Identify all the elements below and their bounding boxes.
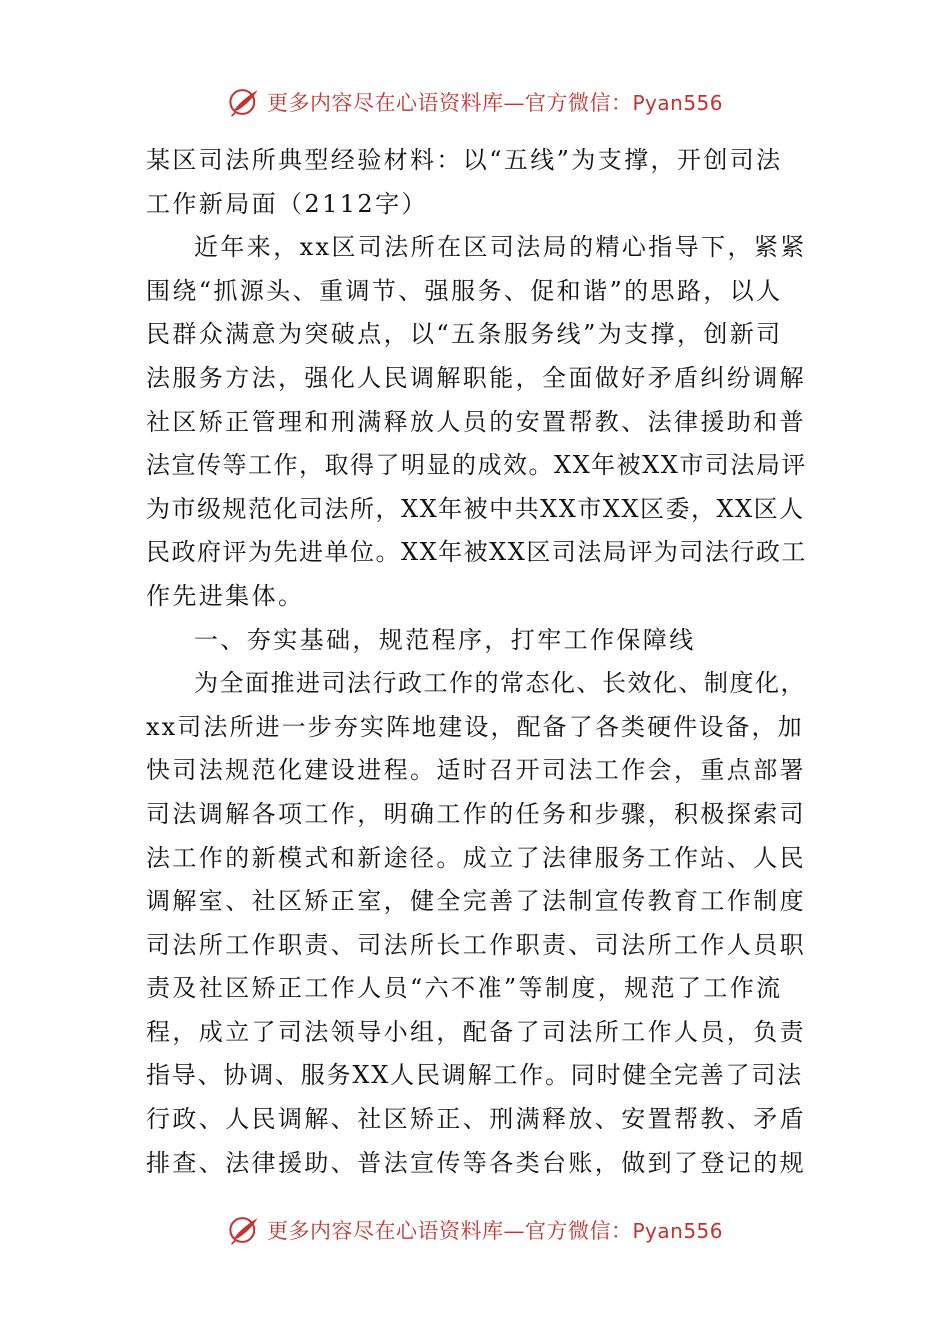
document-line: 法宣传等工作，取得了明显的成效。XX年被XX市司法局评 xyxy=(146,451,807,480)
banner-text-wechat-id: Pyan556 xyxy=(632,91,723,115)
document-line: 为全面推进司法行政工作的常态化、长效化、制度化， xyxy=(194,669,806,698)
banner-text xyxy=(267,1215,723,1245)
document-line: xx司法所进一步夯实阵地建设，配备了各类硬件设备，加 xyxy=(146,712,804,741)
document-line: 某区司法所典型经验材料：以“五线”为支撑，开创司法 xyxy=(146,146,783,174)
quill-logo-icon xyxy=(227,85,261,119)
banner-text xyxy=(267,87,723,117)
document-line: 司法调解各项工作，明确工作的任务和步骤，积极探索司 xyxy=(146,799,806,828)
document-line: 民政府评为先进单位。XX年被XX区司法局评为司法行政工 xyxy=(146,538,807,567)
document-line: 社区矫正管理和刑满释放人员的安置帮教、法律援助和普 xyxy=(146,407,806,436)
document-line: 一、夯实基础，规范程序，打牢工作保障线 xyxy=(194,625,696,654)
banner-text-cn: 更多内容尽在心语资料库—官方微信： xyxy=(266,91,633,115)
banner-text-cn: 更多内容尽在心语资料库—官方微信： xyxy=(266,1219,633,1243)
document-line: 近年来，xx区司法所在区司法局的精心指导下，紧紧 xyxy=(194,233,807,262)
document-line: 排查、法律援助、普法宣传等各类台账，做到了登记的规 xyxy=(146,1148,806,1177)
banner-text-wechat-id: Pyan556 xyxy=(632,1219,723,1243)
document-line: 法工作的新模式和新途径。成立了法律服务工作站、人民 xyxy=(146,843,806,872)
header-watermark-banner xyxy=(0,80,950,124)
document-line: 为市级规范化司法所，XX年被中共XX市XX区委，XX区人 xyxy=(146,494,805,523)
document-line: 行政、人民调解、社区矫正、刑满释放、安置帮教、矛盾 xyxy=(146,1105,806,1134)
document-line: 法服务方法，强化人民调解职能，全面做好矛盾纠纷调解 xyxy=(146,363,806,392)
document-line: 民群众满意为突破点，以“五条服务线”为支撑，创新司 xyxy=(146,320,783,349)
document-line: 作先进集体。 xyxy=(146,581,305,610)
document-line: 工作新局面（2112字） xyxy=(146,189,428,218)
document-line: 快司法规范化建设进程。适时召开司法工作会，重点部署 xyxy=(146,756,806,785)
document-line: 程，成立了司法领导小组，配备了司法所工作人员，负责 xyxy=(146,1017,806,1046)
document-line: 围绕“抓源头、重调节、强服务、促和谐”的思路，以人 xyxy=(146,276,783,305)
document-line: 指导、协调、服务XX人民调解工作。同时健全完善了司法 xyxy=(146,1061,803,1090)
footer-watermark-banner xyxy=(0,1208,950,1252)
document-line: 司法所工作职责、司法所长工作职责、司法所工作人员职 xyxy=(146,930,806,959)
document-line: 调解室、社区矫正室，健全完善了法制宣传教育工作制度 xyxy=(146,887,806,916)
document-body xyxy=(146,139,808,1185)
document-line: 责及社区矫正工作人员“六不准”等制度，规范了工作流 xyxy=(146,974,783,1003)
quill-logo-icon xyxy=(227,1213,261,1247)
